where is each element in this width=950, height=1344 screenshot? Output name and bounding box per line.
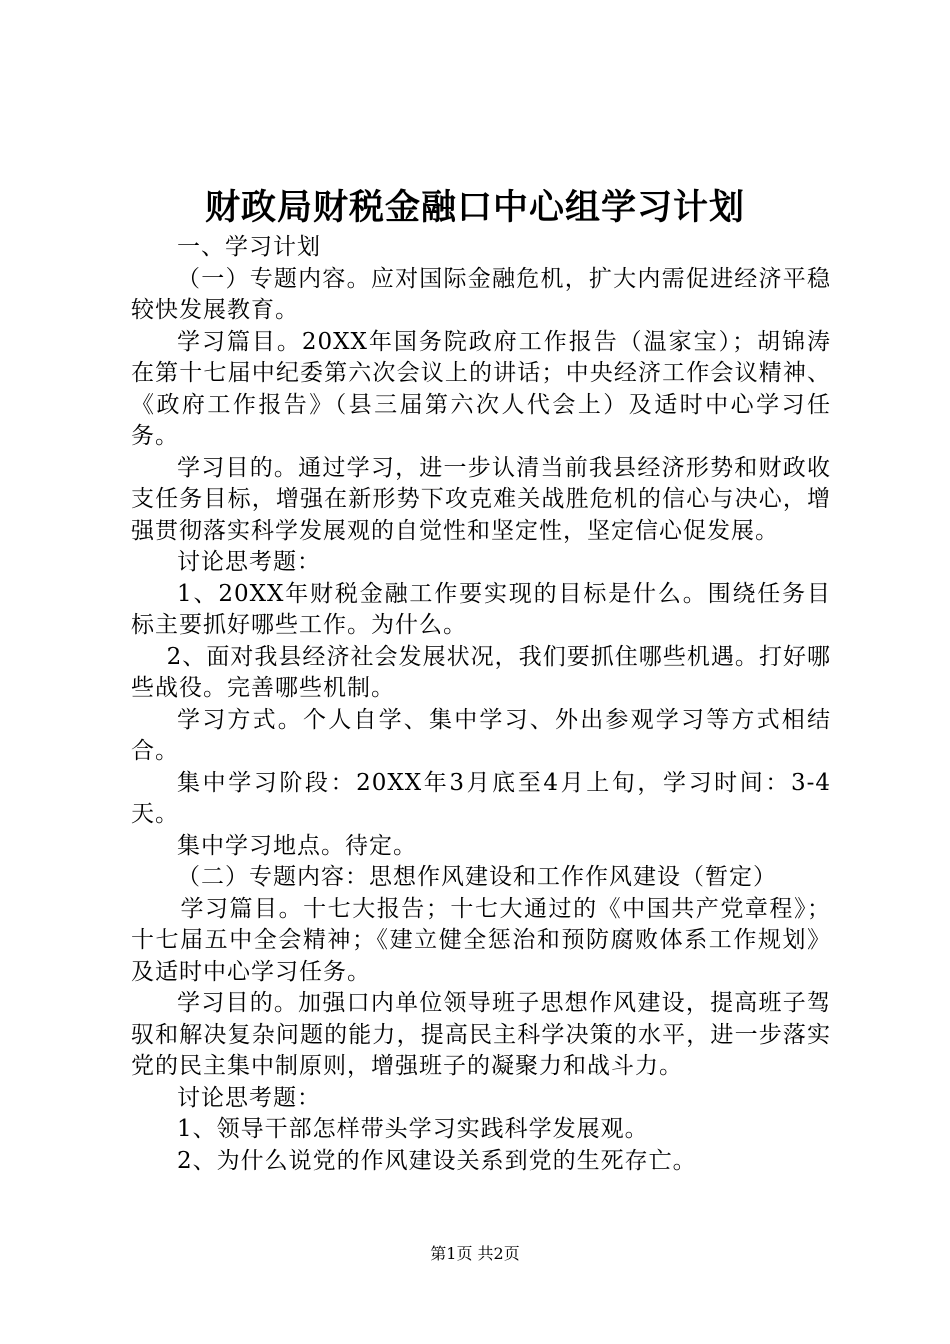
section-heading: 一、学习计划 bbox=[177, 234, 321, 260]
document-title: 财政局财税金融口中心组学习计划 bbox=[204, 187, 745, 228]
paragraph: 1、20XX年财税金融工作要实现的目标是什么。围绕任务目标主要抓好哪些工作。为什么。 bbox=[131, 580, 831, 638]
paragraph: （一）专题内容。应对国际金融危机，扩大内需促进经济平稳较快发展教育。 bbox=[131, 265, 831, 323]
paragraph: 学习篇目。十七大报告；十七大通过的《中国共产党章程》；十七届五中全会精神；《建立健全惩治和预防腐败体系工作规划》及适时中心学习任务。 bbox=[131, 895, 831, 985]
paragraph: 讨论思考题： bbox=[177, 549, 321, 575]
page-number-footer: 第1页 共2页 bbox=[430, 1244, 520, 1263]
paragraph: 集中学习地点。待定。 bbox=[177, 832, 417, 859]
paragraph: 学习目的。通过学习，进一步认清当前我县经济形势和财政收支任务目标，增强在新形势下攻克难关战胜危机的信心与决心，增强贯彻落实科学发展观的自觉性和坚定性，坚定信心促发展。 bbox=[131, 454, 831, 544]
paragraph: （二）专题内容：思想作风建设和工作作风建设（暂定） bbox=[177, 864, 777, 890]
paragraph: 讨论思考题： bbox=[177, 1084, 321, 1111]
paragraph: 集中学习阶段：20XX年3月底至4月上旬，学习时间：3-4天。 bbox=[131, 769, 831, 827]
paragraph: 学习篇目。20XX年国务院政府工作报告（温家宝）；胡锦涛在第十七届中纪委第六次会议上的讲话；中央经济工作会议精神、《政府工作报告》（县三届第六次人代会上）及适时中心学习任务。 bbox=[131, 328, 831, 449]
paragraph: 学习方式。个人自学、集中学习、外出参观学习等方式相结合。 bbox=[131, 706, 831, 764]
paragraph: 学习目的。加强口内单位领导班子思想作风建设，提高班子驾驭和解决复杂问题的能力，提高民主科学决策的水平，进一步落实党的民主集中制原则，增强班子的凝聚力和战斗力。 bbox=[131, 990, 831, 1079]
document-body bbox=[131, 232, 831, 1177]
paragraph: 1、领导干部怎样带头学习实践科学发展观。 bbox=[177, 1116, 649, 1142]
paragraph: 2、面对我县经济社会发展状况，我们要抓住哪些机遇。打好哪些战役。完善哪些机制。 bbox=[131, 643, 831, 701]
paragraph: 2、为什么说党的作风建设关系到党的生死存亡。 bbox=[177, 1147, 697, 1174]
